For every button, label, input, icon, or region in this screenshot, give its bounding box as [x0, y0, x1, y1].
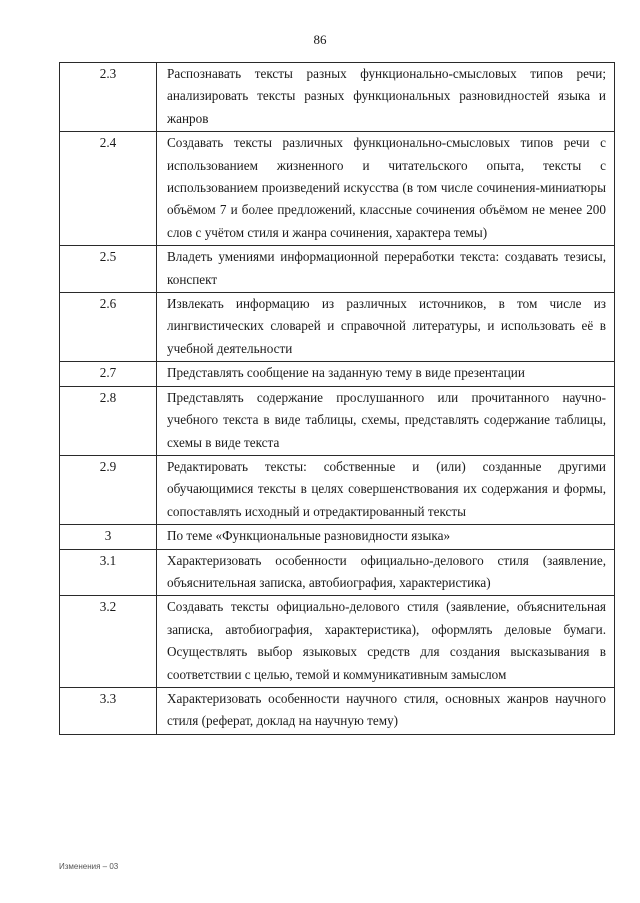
row-text: Владеть умениями информационной переработки текста: создавать тезисы, конспект — [157, 246, 615, 293]
requirements-table — [59, 62, 615, 735]
table-row — [60, 455, 615, 524]
row-text: Редактировать тексты: собственные и (или) созданные другими обучающимися тексты в целях совершенствования их содержания и формы, сопоставлять исходный и отредактированный тексты — [157, 455, 615, 524]
table-row — [60, 687, 615, 734]
table-row — [60, 246, 615, 293]
table-row — [60, 549, 615, 596]
row-code: 2.9 — [60, 455, 157, 524]
row-text: Распознавать тексты разных функционально-смысловых типов речи; анализировать тексты разных функциональных разновидностей языка и жанров — [157, 63, 615, 132]
page-footer: Изменения – 03 — [59, 862, 119, 871]
page-number: 86 — [313, 32, 327, 47]
row-code: 2.8 — [60, 386, 157, 455]
row-code: 3.1 — [60, 549, 157, 596]
row-code: 2.7 — [60, 362, 157, 386]
row-code: 2.3 — [60, 63, 157, 132]
row-code: 3 — [60, 525, 157, 549]
row-text: Представлять сообщение на заданную тему в виде презентации — [157, 362, 615, 386]
row-text: Создавать тексты различных функционально-смысловых типов речи с использованием жизненного и читательского опыта, тексты с использованием произведений искусства (в том числе сочинения-миниатюры объёмом 7 и более предложений, классные сочинения объёмом не менее 200 слов с учётом стиля и жанра сочинения, характера темы) — [157, 132, 615, 246]
table-row — [60, 293, 615, 362]
row-text: По теме «Функциональные разновидности языка» — [157, 525, 615, 549]
table-row — [60, 596, 615, 688]
table-row — [60, 386, 615, 455]
row-text: Создавать тексты официально-делового стиля (заявление, объяснительная записка, автобиография, характеристика), оформлять деловые бумаги. Осуществлять выбор языковых средств для создания высказывания в соответствии с целью, темой и коммуникативным замыслом — [157, 596, 615, 688]
table-row — [60, 362, 615, 386]
table-row — [60, 525, 615, 549]
requirements-table-body — [60, 63, 615, 735]
row-code: 2.5 — [60, 246, 157, 293]
table-row — [60, 132, 615, 246]
row-code: 3.3 — [60, 687, 157, 734]
row-text: Характеризовать особенности официально-делового стиля (заявление, объяснительная записка, автобиография, характеристика) — [157, 549, 615, 596]
row-text: Характеризовать особенности научного стиля, основных жанров научного стиля (реферат, доклад на научную тему) — [157, 687, 615, 734]
row-text: Извлекать информацию из различных источников, в том числе из лингвистических словарей и справочной литературы, и использовать её в учебной деятельности — [157, 293, 615, 362]
row-code: 2.6 — [60, 293, 157, 362]
row-text: Представлять содержание прослушанного или прочитанного научно-учебного текста в виде таблицы, схемы, представлять содержание таблицы, схемы в виде текста — [157, 386, 615, 455]
table-row — [60, 63, 615, 132]
row-code: 2.4 — [60, 132, 157, 246]
row-code: 3.2 — [60, 596, 157, 688]
